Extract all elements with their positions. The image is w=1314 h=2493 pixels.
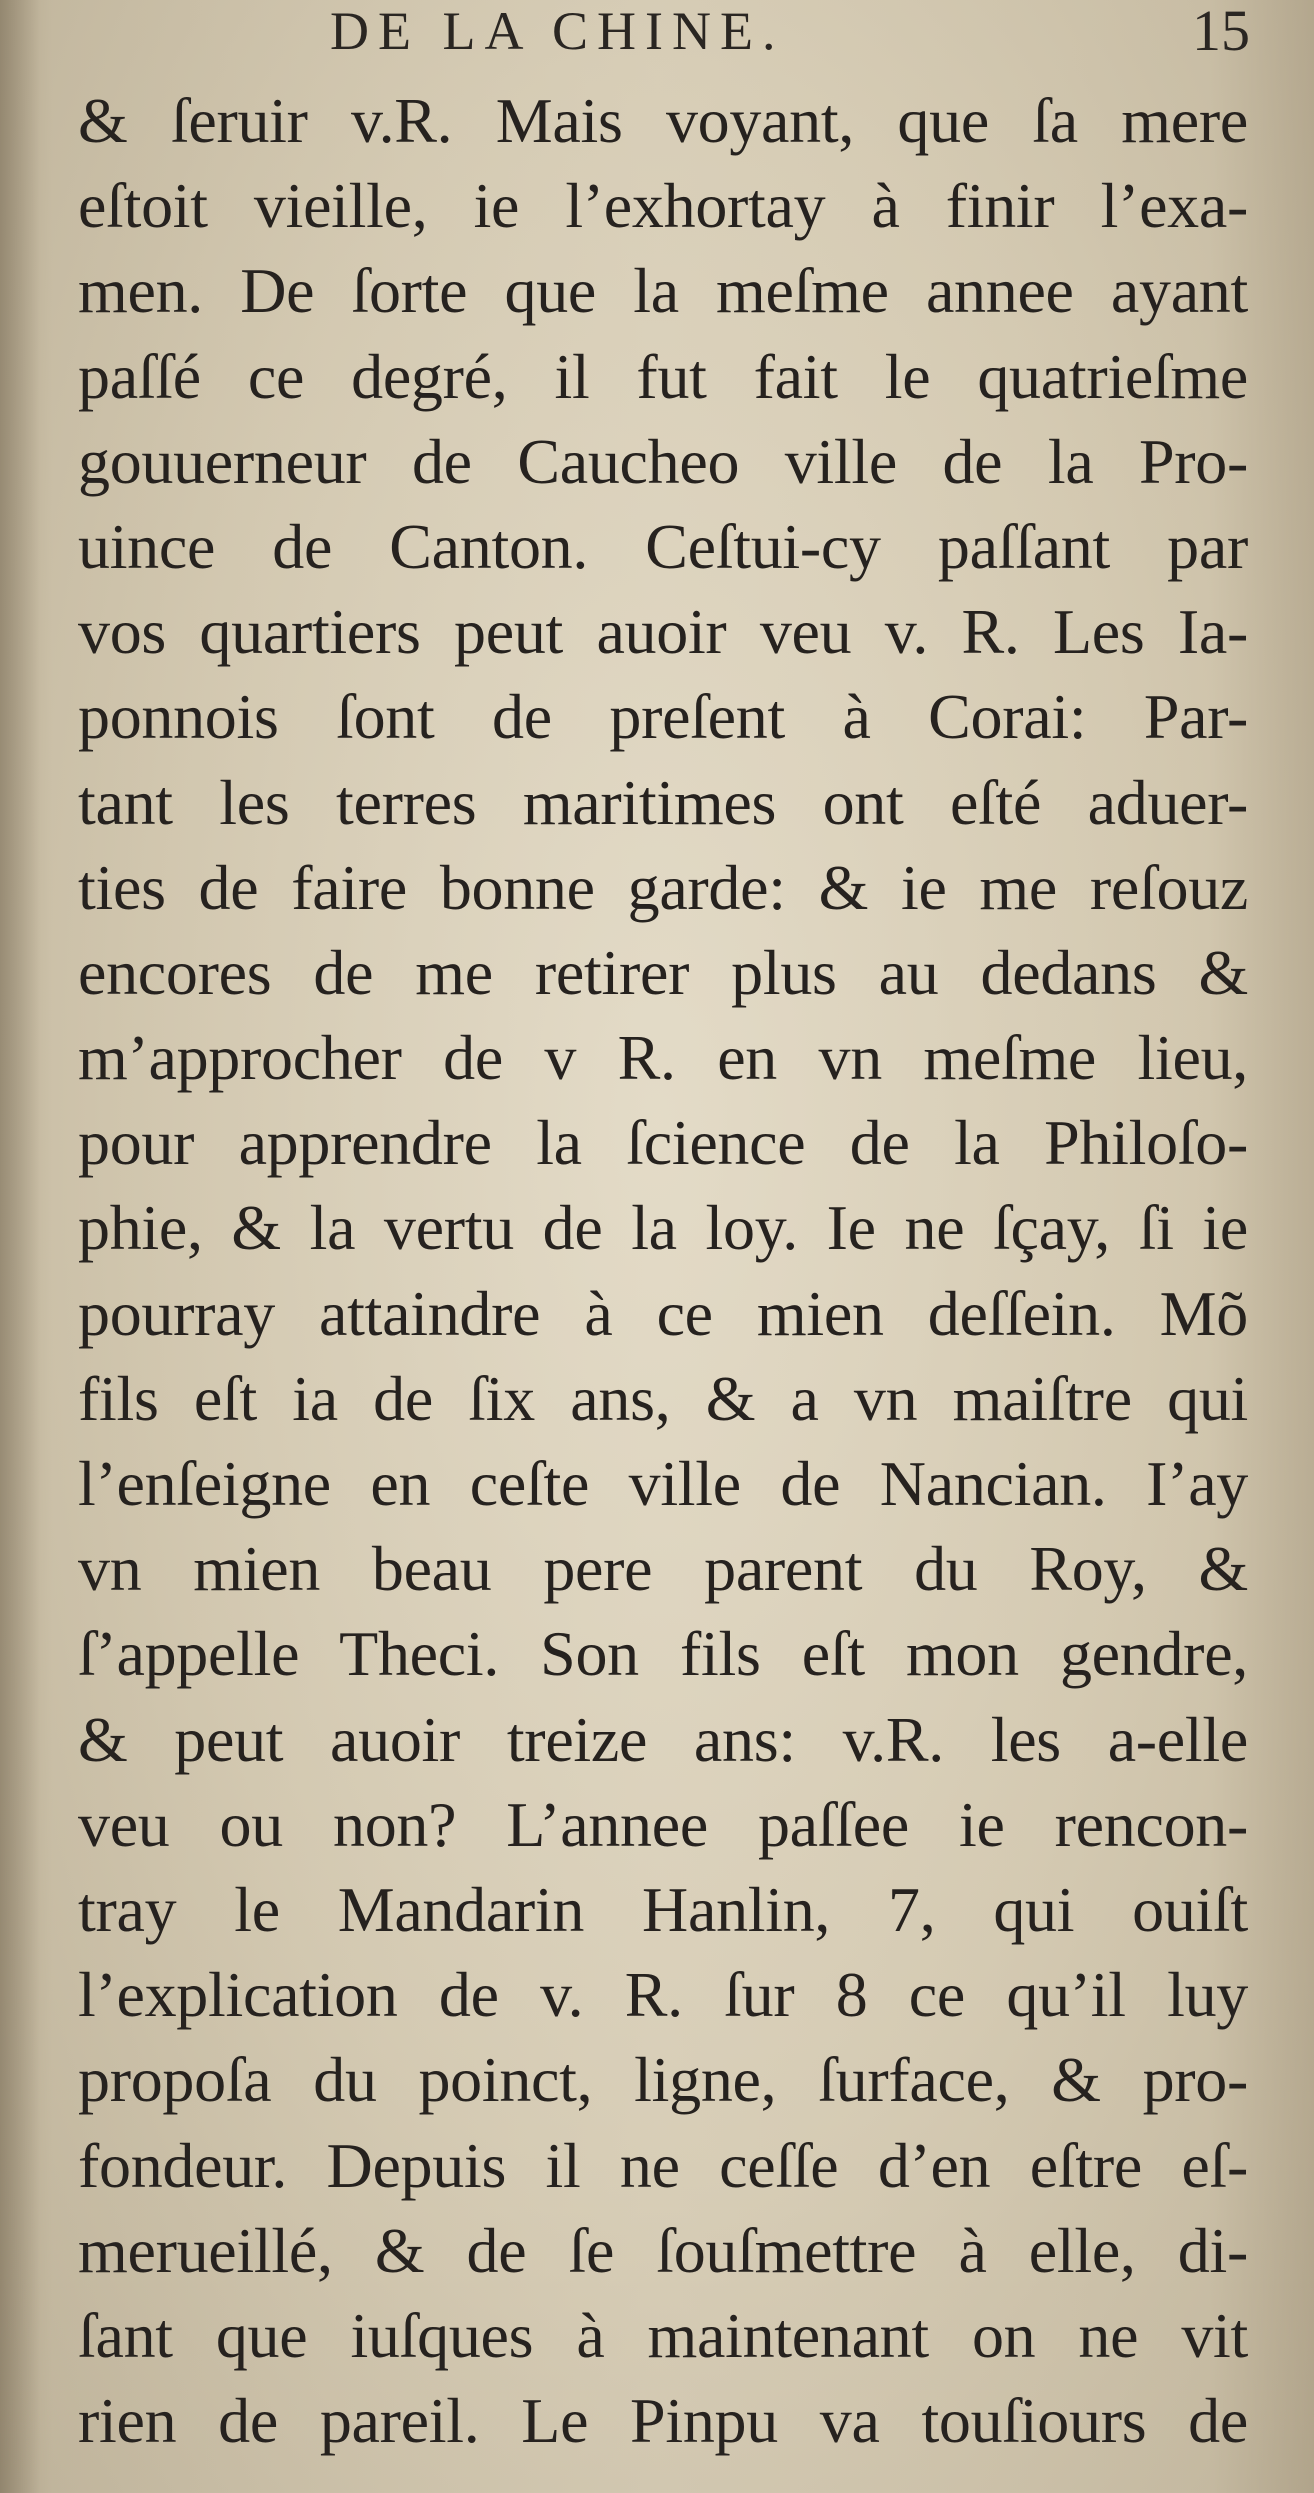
running-head: DE LA CHINE. [330,1,785,61]
text-line: vn mien beau pere parent du Roy, & [78,1533,1248,1605]
text-line: eſtoit vieille, ie l’exhortay à finir l’exa- [78,170,1248,242]
text-line: fils eſt ia de ſix ans, & a vn maiſtre qui [78,1362,1248,1434]
text-line: & peut auoir treize ans: v.R. les a-elle [78,1703,1248,1775]
text-line: & ſeruir v.R. Mais voyant, que ſa mere [78,85,1248,156]
text-line: ties de faire bonne garde: & ie me reſouz [78,851,1248,923]
text-line: paſſé ce degré, il fut fait le quatrieſme [78,340,1248,412]
text-line: ſ’appelle Theci. Son fils eſt mon gendre, [78,1618,1248,1690]
text-line: veu ou non? L’annee paſſee ie rencon- [78,1788,1248,1860]
body-text [78,78,1248,2463]
text-line: merueillé, & de ſe ſouſmettre à elle, di- [78,2214,1248,2286]
text-line: l’enſeigne en ceſte ville de Nancian. I’ay [78,1448,1248,1519]
text-line: men. De ſorte que la meſme annee ayant [78,255,1248,327]
text-line: uince de Canton. Ceſtui-cy paſſant par [78,510,1248,582]
text-line: pourray attaindre à ce mien deſſein. Mõ [78,1277,1248,1349]
text-line: gouuerneur de Caucheo ville de la Pro- [78,425,1248,497]
text-line: ſant que iuſques à maintenant on ne vit [78,2299,1248,2371]
text-line: tant les terres maritimes ont eſté aduer- [78,766,1248,838]
text-line: encores de me retirer plus au dedans & [78,936,1248,1008]
text-line: phie, & la vertu de la loy. Ie ne ſçay, ſi ie [78,1192,1248,1264]
page-header [330,0,1250,70]
gutter-shadow [0,0,40,2493]
text-line: m’approcher de v R. en vn meſme lieu, [78,1022,1248,1094]
text-line: propoſa du poinct, ligne, ſurface, & pro- [78,2044,1248,2116]
text-line: l’explication de v. R. ſur 8 ce qu’il luy [78,1959,1248,2031]
text-line: vos quartiers peut auoir veu v. R. Les Ia- [78,596,1248,668]
text-line: rien de pareil. Le Pinpu va touſiours de [78,2385,1248,2457]
page-number: 15 [1192,0,1250,63]
text-line: ponnois ſont de preſent à Corai: Par- [78,681,1248,753]
text-line: fondeur. Depuis il ne ceſſe d’en eſtre eſ- [78,2129,1248,2201]
text-line: tray le Mandarin Hanlin, 7, qui ouiſt [78,1873,1248,1945]
text-line: pour apprendre la ſcience de la Philoſo- [78,1107,1248,1179]
